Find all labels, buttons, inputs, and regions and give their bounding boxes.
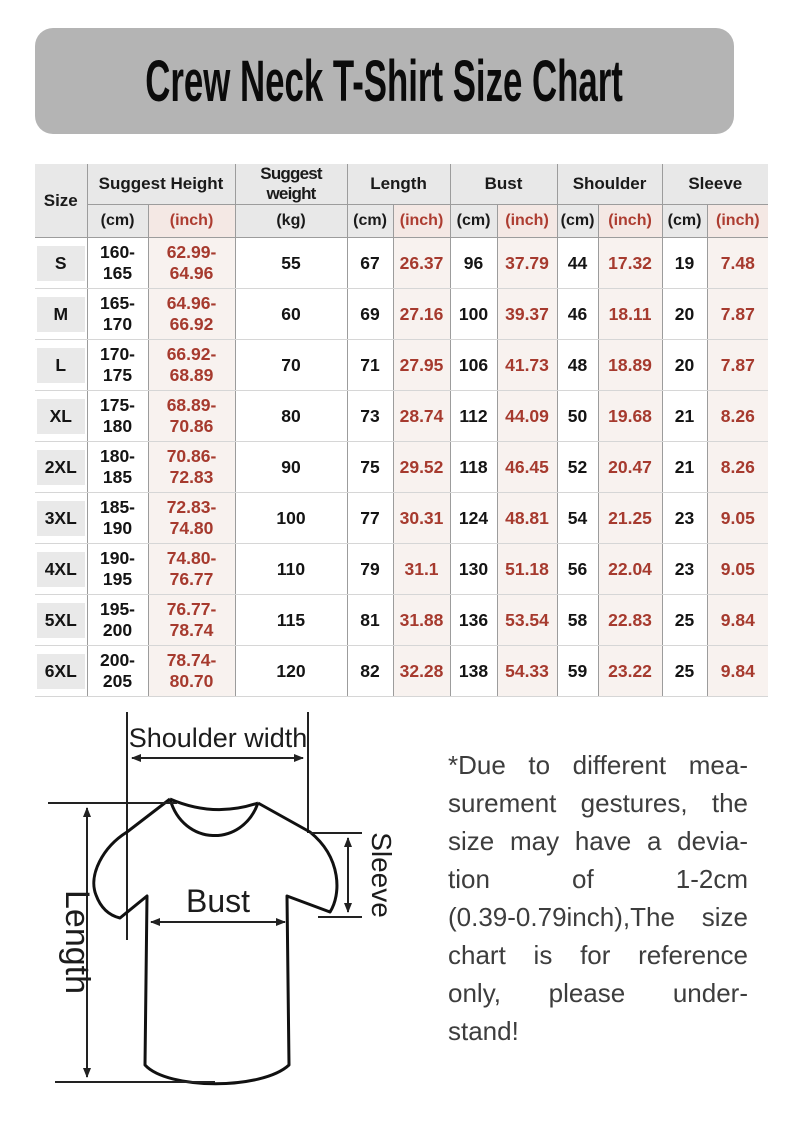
value-cell: 25 [662,646,707,697]
table-row [35,646,768,697]
value-cell: 23 [662,493,707,544]
value-cell: 55 [235,238,347,289]
page-title: Crew Neck T-Shirt Size Chart [145,48,624,114]
size-cell [35,238,87,289]
value-cell: 160-165 [87,238,148,289]
value-cell: 82 [347,646,393,697]
value-cell: 46.45 [497,442,557,493]
value-cell: 26.37 [393,238,450,289]
value-cell: 195-200 [87,595,148,646]
value-cell: 9.84 [707,646,768,697]
value-cell: 54 [557,493,598,544]
value-cell: 64.96-66.92 [148,289,235,340]
value-cell: 106 [450,340,497,391]
value-cell: 7.87 [707,289,768,340]
value-cell: 120 [235,646,347,697]
table-row [35,544,768,595]
value-cell: 18.11 [598,289,662,340]
value-cell: 73 [347,391,393,442]
value-cell: 32.28 [393,646,450,697]
unit-cell-cm: (cm) [662,205,707,238]
size-label: 6XL [37,654,85,689]
shoulder-width-label: Shoulder width [128,723,308,753]
value-cell: 21 [662,391,707,442]
size-label: L [37,348,85,383]
value-cell: 124 [450,493,497,544]
note-line: surement gestures, the [448,788,748,818]
value-cell: 112 [450,391,497,442]
value-cell: 136 [450,595,497,646]
size-cell [35,340,87,391]
tshirt-collar-back [170,799,258,810]
unit-cell-cm: (cm) [450,205,497,238]
table-row [35,340,768,391]
size-cell [35,289,87,340]
value-cell: 20 [662,340,707,391]
note-line: *Due to different mea- [448,750,748,780]
value-cell: 41.73 [497,340,557,391]
value-cell: 20.47 [598,442,662,493]
size-chart-table [35,164,768,697]
value-cell: 79 [347,544,393,595]
value-cell: 8.26 [707,442,768,493]
value-cell: 22.04 [598,544,662,595]
value-cell: 27.95 [393,340,450,391]
size-label: M [37,297,85,332]
table-row [35,595,768,646]
value-cell: 25 [662,595,707,646]
value-cell: 30.31 [393,493,450,544]
size-cell [35,544,87,595]
bust-label: Bust [185,883,251,919]
size-cell [35,595,87,646]
value-cell: 48 [557,340,598,391]
value-cell: 23.22 [598,646,662,697]
unit-cell-inch: (inch) [497,205,557,238]
unit-cell-inch: (inch) [598,205,662,238]
value-cell: 46 [557,289,598,340]
value-cell: 100 [235,493,347,544]
value-cell: 44.09 [497,391,557,442]
col-header-length: Length [347,164,450,205]
size-label: XL [37,399,85,434]
size-cell [35,646,87,697]
value-cell: 48.81 [497,493,557,544]
note-line: (0.39-0.79inch),The size [448,902,748,932]
size-label: 4XL [37,552,85,587]
unit-cell-cm: (cm) [347,205,393,238]
table-row [35,289,768,340]
tshirt-outline [94,799,337,1084]
value-cell: 96 [450,238,497,289]
note-line: size may have a devia- [448,826,748,856]
value-cell: 44 [557,238,598,289]
value-cell: 39.37 [497,289,557,340]
value-cell: 75 [347,442,393,493]
value-cell: 76.77-78.74 [148,595,235,646]
value-cell: 110 [235,544,347,595]
value-cell: 70 [235,340,347,391]
value-cell: 9.05 [707,544,768,595]
size-label: 2XL [37,450,85,485]
value-cell: 115 [235,595,347,646]
value-cell: 69 [347,289,393,340]
value-cell: 20 [662,289,707,340]
value-cell: 80 [235,391,347,442]
table-row [35,493,768,544]
value-cell: 21.25 [598,493,662,544]
value-cell: 185-190 [87,493,148,544]
col-header-bust: Bust [450,164,557,205]
note-line: only, please under- [448,978,748,1008]
size-label: 5XL [37,603,85,638]
length-label: Length [58,890,96,994]
value-cell: 180-185 [87,442,148,493]
value-cell: 70.86-72.83 [148,442,235,493]
note-line: chart is for reference [448,940,748,970]
size-cell [35,442,87,493]
value-cell: 54.33 [497,646,557,697]
value-cell: 8.26 [707,391,768,442]
value-cell: 66.92-68.89 [148,340,235,391]
value-cell: 29.52 [393,442,450,493]
value-cell: 72.83-74.80 [148,493,235,544]
value-cell: 200-205 [87,646,148,697]
value-cell: 9.84 [707,595,768,646]
value-cell: 74.80-76.77 [148,544,235,595]
col-header-sleeve: Sleeve [662,164,768,205]
value-cell: 18.89 [598,340,662,391]
value-cell: 90 [235,442,347,493]
value-cell: 19.68 [598,391,662,442]
note-line: stand! [448,1016,519,1046]
value-cell: 27.16 [393,289,450,340]
value-cell: 37.79 [497,238,557,289]
value-cell: 22.83 [598,595,662,646]
note-line: tion of 1-2cm [448,864,748,894]
col-header-shoulder: Shoulder [557,164,662,205]
value-cell: 67 [347,238,393,289]
value-cell: 68.89-70.86 [148,391,235,442]
sleeve-label: Sleeve [366,832,397,918]
unit-cell-kg: (kg) [235,205,347,238]
note-block [448,746,748,1050]
value-cell: 165-170 [87,289,148,340]
value-cell: 9.05 [707,493,768,544]
table-row [35,391,768,442]
value-cell: 31.88 [393,595,450,646]
value-cell: 28.74 [393,391,450,442]
value-cell: 138 [450,646,497,697]
value-cell: 78.74-80.70 [148,646,235,697]
value-cell: 21 [662,442,707,493]
value-cell: 100 [450,289,497,340]
value-cell: 58 [557,595,598,646]
title-banner [35,28,734,134]
value-cell: 31.1 [393,544,450,595]
col-header-size: Size [35,164,87,238]
unit-cell-cm: (cm) [557,205,598,238]
value-cell: 175-180 [87,391,148,442]
value-cell: 23 [662,544,707,595]
value-cell: 52 [557,442,598,493]
value-cell: 130 [450,544,497,595]
value-cell: 77 [347,493,393,544]
unit-cell-cm: (cm) [87,205,148,238]
value-cell: 81 [347,595,393,646]
size-cell [35,391,87,442]
value-cell: 51.18 [497,544,557,595]
size-table-body [35,238,768,697]
unit-cell-inch: (inch) [148,205,235,238]
col-header-suggest-height: Suggest Height [87,164,235,205]
value-cell: 59 [557,646,598,697]
value-cell: 7.87 [707,340,768,391]
unit-cell-inch: (inch) [707,205,768,238]
table-row [35,442,768,493]
value-cell: 56 [557,544,598,595]
unit-cell-inch: (inch) [393,205,450,238]
value-cell: 60 [235,289,347,340]
size-label: S [37,246,85,281]
value-cell: 17.32 [598,238,662,289]
col-header-suggest-weight: Suggest weight [235,164,347,205]
size-label: 3XL [37,501,85,536]
table-row [35,238,768,289]
value-cell: 118 [450,442,497,493]
value-cell: 190-195 [87,544,148,595]
value-cell: 53.54 [497,595,557,646]
value-cell: 71 [347,340,393,391]
value-cell: 19 [662,238,707,289]
value-cell: 62.99-64.96 [148,238,235,289]
measurement-diagram [0,700,440,1122]
value-cell: 170-175 [87,340,148,391]
value-cell: 50 [557,391,598,442]
table-head [35,164,768,238]
size-cell [35,493,87,544]
value-cell: 7.48 [707,238,768,289]
